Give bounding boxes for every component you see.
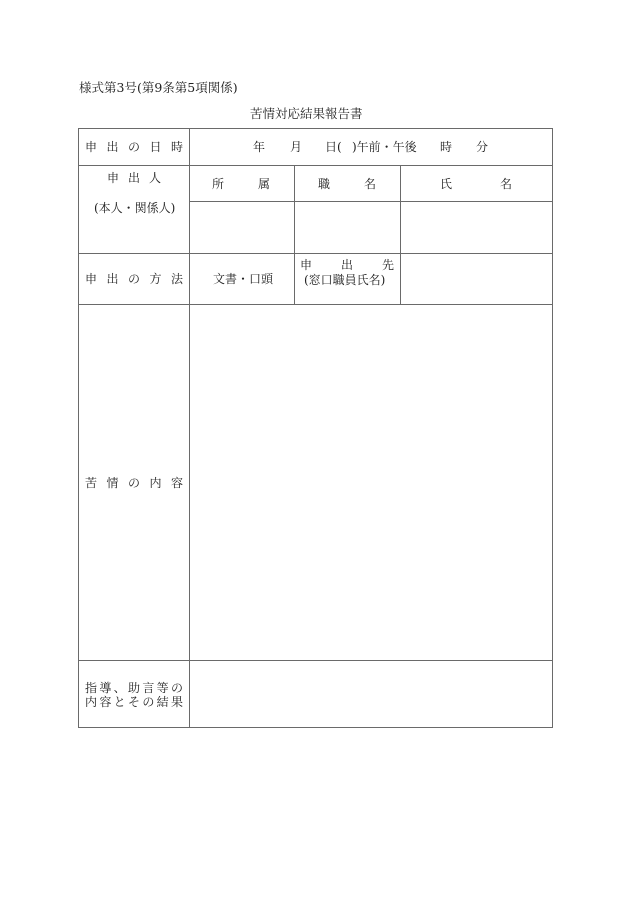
day-field: 日(: [325, 140, 342, 154]
label-destination-sub: (窓口職員氏名): [304, 273, 386, 287]
table-border-top: [78, 128, 553, 129]
header-name: 氏 名: [440, 177, 512, 191]
guidance-result-input[interactable]: [190, 661, 552, 727]
label-guidance-line2: 内 容 と そ の 結 果: [85, 695, 183, 709]
name-input[interactable]: [401, 202, 552, 253]
month-field: 月: [290, 140, 303, 154]
destination-input[interactable]: [401, 254, 552, 304]
hour-field: 時: [440, 140, 453, 154]
table-border-bottom: [78, 727, 553, 728]
header-affiliation: 所 属: [212, 177, 270, 191]
year-field: 年: [253, 140, 266, 154]
ampm-field: )午前・午後: [352, 140, 417, 154]
table-border-right: [552, 128, 553, 728]
method-value[interactable]: 文書・口頭: [213, 272, 274, 286]
affiliation-input[interactable]: [190, 202, 294, 253]
label-datetime: 申 出 の 日 時: [85, 140, 183, 154]
table-border-left: [78, 128, 79, 728]
complaint-content-input[interactable]: [190, 305, 552, 660]
label-applicant: 申 出 人: [107, 171, 161, 185]
header-position: 職 名: [318, 177, 376, 191]
label-method: 申 出 の 方 法: [85, 272, 183, 286]
minute-field: 分: [476, 140, 489, 154]
label-guidance-line1: 指 導 、 助 言 等 の: [85, 681, 183, 695]
label-destination: 申 出 先: [300, 258, 394, 272]
form-number: 様式第3号(第9条第5項関係): [79, 80, 238, 95]
label-applicant-sub: (本人・関係人): [94, 201, 176, 215]
document-title: 苦情対応結果報告書: [250, 106, 363, 121]
position-input[interactable]: [295, 202, 400, 253]
row-divider: [78, 165, 553, 166]
label-complaint-content: 苦 情 の 内 容: [85, 476, 183, 490]
